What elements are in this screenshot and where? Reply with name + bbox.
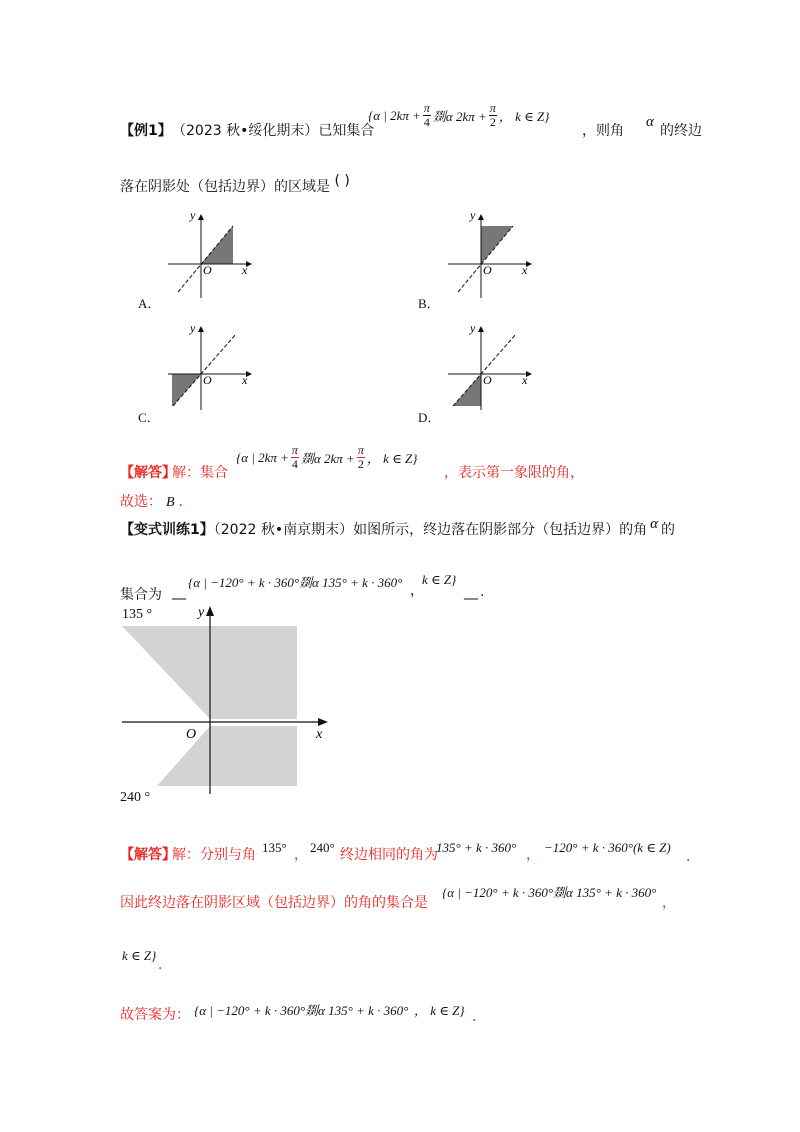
example1-line2: 落在阴影处（包括边界）的区域是 ( ) [120,173,350,195]
option-d-graph [440,322,540,414]
answer-label: 【解答】 [120,465,176,481]
option-b-label: B． [418,296,440,311]
example1-source: （2023 秋•绥化期末）已知集合 [172,123,375,139]
option-c-graph [160,322,260,414]
y-axis-label: y [190,322,196,335]
option-c-label: C． [138,410,160,425]
option-a-graph [160,208,260,300]
example1-tag: 【例1】 [120,123,172,139]
option-a-label: A． [138,296,161,311]
answer-parentheses: ( ) [334,173,350,189]
y-axis-label: y [198,605,205,620]
example1-set: {α | 2kπ + $\frac{\pi}{4}$ 剟α 2kπ + $\frac{\pi}{2}$ ， k ∈ Z} [368,101,550,129]
variant1-tag: 【变式训练1】 [120,522,214,538]
example1-after: ，则角 [582,123,624,139]
answer2-line3: k ∈ Z} [122,948,157,963]
angle-label-240: 240 ° [120,790,151,805]
alpha-symbol: α [646,114,654,130]
x-axis-label: x [316,727,323,742]
answer1-set: {α | 2kπ + $\frac{\pi}{4}$ 剟α 2kπ + $\frac{\pi}{2}$ ， k ∈ Z} [236,443,418,471]
shaded-region-lower [157,726,297,786]
origin-label: O [186,727,197,742]
answer-label: 【解答】 [120,847,176,863]
variant1-line1: 【变式训练1】（2022 秋•南京期末）如图所示，终边落在阴影部分（包括边界）的角 α 的 [120,516,675,538]
x-axis-label: x [522,263,528,277]
y-axis-label: y [470,208,476,222]
variant1-figure [112,600,342,810]
option-d-label: D． [418,410,441,425]
x-axis-label: x [522,373,528,387]
origin-label: O [203,263,212,277]
origin-label: O [483,263,492,277]
example1-after2: 的终边 [660,123,702,139]
origin-label: O [203,373,212,387]
answer-set: {α | −120° + k · 360°剟α 135° + k · 360° [188,575,403,590]
angle-label-135: 135 ° [122,607,153,622]
x-axis-label: x [242,373,248,387]
y-axis-label: y [470,322,476,335]
alpha-symbol: α [650,516,658,532]
origin-label: O [483,373,492,387]
answer2-line3-dot: ． [158,957,172,973]
x-axis-label: x [242,263,248,277]
option-b-graph [440,208,540,300]
y-axis-label: y [190,208,196,222]
answer1-choice: 故选： B ． [120,494,193,510]
